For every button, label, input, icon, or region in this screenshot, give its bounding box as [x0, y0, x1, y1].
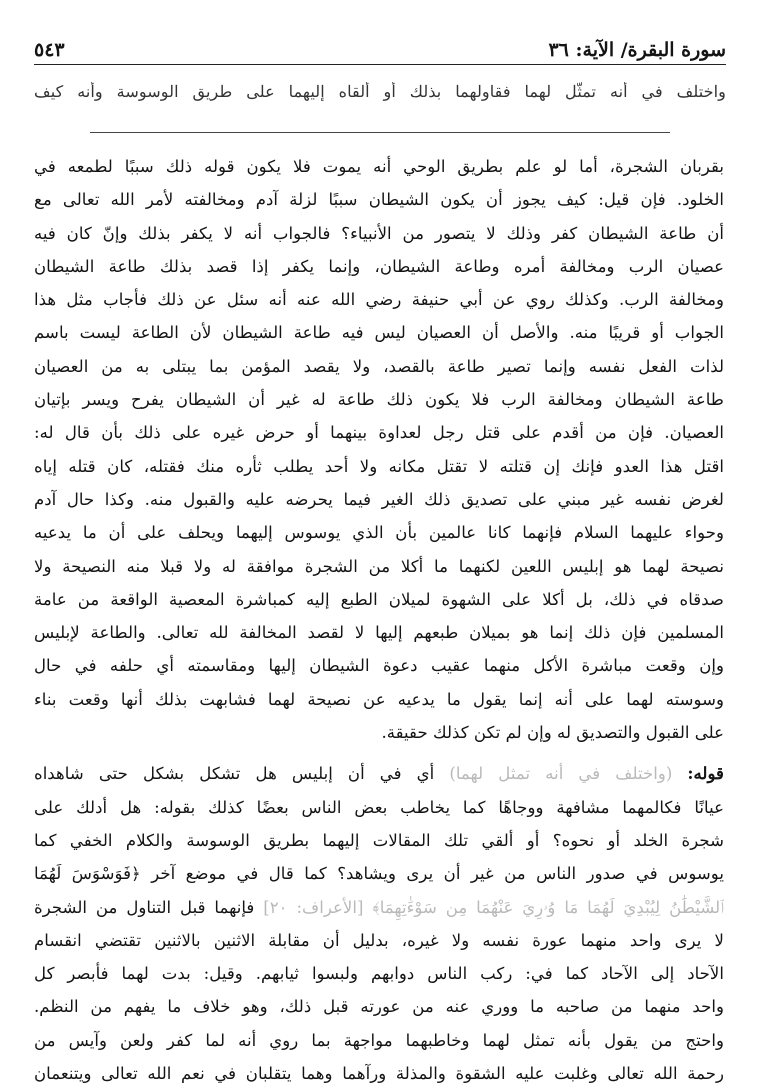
text-line: شجرة الخلد أو نحوه؟ أو ألقي تلك المقالات إليهما بطريق الوسوسة والكلام الخفي كما	[34, 830, 724, 850]
text-line: العصيان. فإن من أقدم على قتل رجل لعداوة بينهما أو حرض غيره على ذلك بأن قال له:	[34, 423, 724, 443]
running-header	[34, 30, 726, 65]
line-rest: فإنهما قبل التناول من الشجرة	[34, 897, 255, 917]
text-line: الجواب أو قريبًا منه. والأصل أن العصيان ليس فيه طاعة الشيطان لأن الطاعة ليست باسم	[34, 323, 724, 343]
text-line: وحواء عليهما السلام فإنهما كانا عالمين بأن الذي يوسوس إليهما ويحلف على أن ما يدعيه	[34, 523, 724, 543]
header-title: سورة البقرة/ الآية: ٣٦	[548, 39, 726, 61]
previous-footnote-line: واختلف في أنه تمثّل لهما فقاولهما بذلك أو ألقاه إليهما على طريق الوسوسة وأنه كيف	[34, 82, 726, 101]
text-line: ومخالفة الرب. وكذلك روي عن أبي حنيفة رضي الله عنه أنه سئل عن ذلك فأجاب مثل هذا	[34, 290, 724, 310]
text-line: وإن وقعت مباشرة الأكل منهما عقيب دعوة الشيطان إليها ومقاسمته أي حلفه في حال	[34, 656, 724, 676]
text-line: لغرض نفسه غير مبني على تصديق ذلك الغير فيما يحرضه عليه والقبول منه. وكذا حال آدم	[34, 489, 724, 509]
text-line: لا يرى واحد منهما عورة نفسه ولا غيره، بدليل أن مقابلة الاثنين بالاثنين تقتضي انقسام	[34, 930, 724, 950]
text-line: عصيان الرب ومخالفة أمره وطاعة الشيطان، وإنما يكفر إذا قصد بذلك طاعة الشيطان	[34, 256, 724, 276]
text-line: أن طاعة الشيطان كفر وذلك لا يتصور من الأنبياء؟ فالجواب أنه لا يكفر بذلك وإنّ كان فيه	[34, 223, 724, 243]
commentary-section-2	[34, 757, 724, 1090]
text-line: نصيحة لهما هو إبليس اللعين لكنهما ما أكلا من الشجرة موافقة له ولا قبلا منه النصيحة ولا	[34, 556, 724, 576]
text-line	[34, 757, 724, 790]
text-line: الخلود. فإن قيل: كيف يجوز أن يكون الشيطان سببًا لزلة آدم ومخالفته لأمر الله تعالى مع	[34, 190, 724, 210]
line-rest: أي في أن إبليس هل تشكل بشكل حتى شاهداه	[34, 764, 435, 784]
separator-rule	[90, 132, 670, 133]
commentary-section-1	[34, 150, 724, 749]
text-line: بقربان الشجرة، أما لو علم بطريق الوحي أنه يموت فلا يكون قوله ذلك سببًا لطمعه في	[34, 157, 724, 176]
lead-word: قوله:	[687, 763, 724, 784]
text-line: طاعة الشيطان ومخالفة الرب فلا يكون ذلك طاعة له غير أن الشيطان يفرح ويسر بإتيان	[34, 390, 724, 410]
text-line: الآحاد إلى الآحاد كما في: ركب الناس دوابهم ولبسوا ثيابهم. وقيل: بدت لهما فأبصر كل	[34, 964, 724, 984]
paragraph-gap	[34, 749, 724, 757]
text-line: واحتج من يقول بأنه تمثل لهما وخاطبهما مواجهة بما روي أنه لما كفر ولعن وآيس من	[34, 1030, 724, 1050]
text-line	[34, 891, 724, 924]
text-line: رحمة الله تعالى وغلبت عليه الشقوة والمذلة ورآهما وهما يتقلبان في نعم الله تعالى ويتنعمان	[34, 1064, 724, 1084]
text-line: صدقاه في ذلك، بل أكلا على الشهوة لميلان الطبع إليه كمباشرة المعصية الواقعة من عامة	[34, 589, 724, 609]
text-line: اقتل هذا العدو فإنك إن قتلته لا تقتل مكانه ولا أحد يطلب ثأره منك فقتله، كان قتله إياه	[34, 456, 724, 476]
text-line: المسلمين فإن ذلك إنما هو بميلان طبعهم إليها لا لقصد المخالفة لله تعالى. والطاعة لإبليس	[34, 623, 724, 643]
text-line: عيانًا فكالمهما مشافهة ووجاهًا كما يخاطب بعض الناس بعضًا كذلك بقوله: هل أدلك على	[34, 797, 724, 817]
text-line: وسوسته لهما على أنه إنما يقول ما يدعيه عن نصيحة لهما فشابهت بذلك أنها وقعت بناء	[34, 689, 724, 709]
page-number: ٥٤٣	[34, 39, 65, 61]
text-line: واحد منهما من صاحبه ما ووري عنه من عورته قبل ذلك، وهو خلاف ما يفهم من النظم.	[34, 997, 724, 1017]
main-text	[34, 150, 724, 1090]
text-line: على القبول والتصديق له وإن لم تكن كذلك حقيقة.	[381, 723, 724, 743]
faded-quote: (واختلف في أنه تمثل لهما)	[434, 764, 688, 784]
text-line: يوسوس في صدور الناس من غير أن يرى ويشاهد؟ كما قال في موضع آخر ﴿فَوَسْوَسَ لَهُمَا	[34, 864, 724, 884]
text-line: لذات الفعل نفسه وإنما تصير طاعة بالقصد، ولا يقصد المؤمن بما يبتلى به من العصيان	[34, 356, 724, 376]
faded-verse: ٱلشَّيْطَٰنُ لِيُبْدِيَ لَهُمَا مَا وُۥرِيَ عَنْهُمَا مِن سَوْءَٰتِهِمَا﴾ [الأعراف: ٢٠]	[254, 897, 724, 917]
